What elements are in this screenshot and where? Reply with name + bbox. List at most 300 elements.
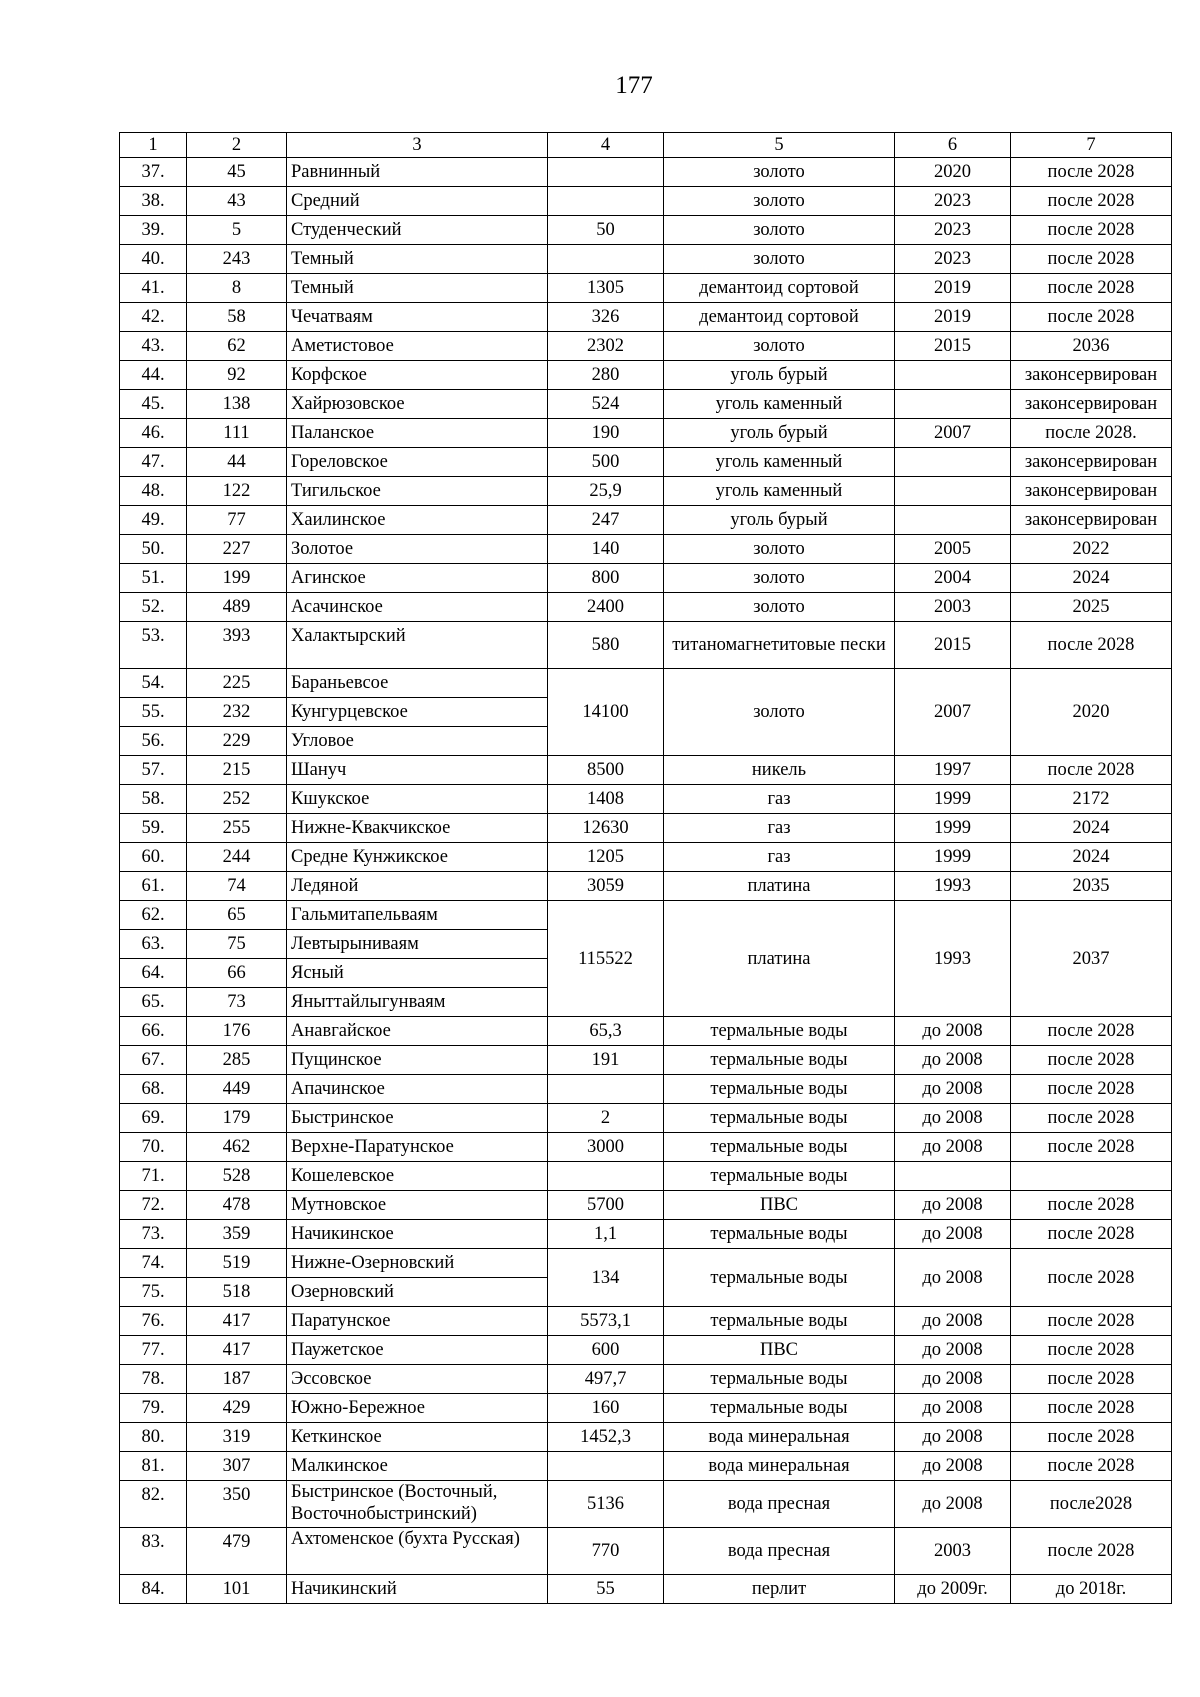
end-year-cell: после 2028 [1011,1104,1172,1133]
value-cell: 326 [548,303,664,332]
end-year-cell: 2036 [1011,332,1172,361]
table-row [120,1249,1172,1278]
table-row [120,1046,1172,1075]
row-number-cell: 74. [120,1249,187,1278]
table-row [120,593,1172,622]
mineral-cell: термальные воды [664,1017,895,1046]
mineral-cell: перлит [664,1575,895,1604]
end-year-cell: законсервирован [1011,448,1172,477]
table-row [120,1336,1172,1365]
mineral-cell: золото [664,564,895,593]
table-row [120,1307,1172,1336]
table-row [120,564,1172,593]
deposit-name-cell: Халактырский [287,622,548,669]
code-cell: 519 [187,1249,287,1278]
end-year-cell: 2025 [1011,593,1172,622]
deposit-name-cell: Нижне-Озерновский [287,1249,548,1278]
row-number-cell: 70. [120,1133,187,1162]
deposit-name-cell: Яныттайлыгунваям [287,988,548,1017]
start-year-cell: 2023 [895,187,1011,216]
row-number-cell: 46. [120,419,187,448]
end-year-cell: после 2028 [1011,1133,1172,1162]
code-cell: 528 [187,1162,287,1191]
table-row [120,669,1172,698]
code-cell: 417 [187,1307,287,1336]
end-year-cell: после 2028 [1011,187,1172,216]
value-cell: 2302 [548,332,664,361]
end-year-cell: после 2028 [1011,1394,1172,1423]
table-row [120,843,1172,872]
mineral-cell: уголь бурый [664,506,895,535]
code-cell: 65 [187,901,287,930]
start-year-cell: 2007 [895,669,1011,756]
start-year-cell: 2003 [895,1528,1011,1575]
table-row [120,1017,1172,1046]
row-number-cell: 40. [120,245,187,274]
mineral-cell: термальные воды [664,1133,895,1162]
start-year-cell: 1993 [895,872,1011,901]
value-cell: 190 [548,419,664,448]
mineral-cell: демантоид сортовой [664,274,895,303]
value-cell: 500 [548,448,664,477]
row-number-cell: 83. [120,1528,187,1575]
table-row [120,1162,1172,1191]
row-number-cell: 64. [120,959,187,988]
deposit-name-cell: Студенческий [287,216,548,245]
mineral-cell: ПВС [664,1336,895,1365]
code-cell: 244 [187,843,287,872]
value-cell: 2400 [548,593,664,622]
deposit-name-cell: Чечатваям [287,303,548,332]
mineral-cell: вода минеральная [664,1452,895,1481]
value-cell: 160 [548,1394,664,1423]
table-row [120,448,1172,477]
end-year-cell: 2022 [1011,535,1172,564]
row-number-cell: 57. [120,756,187,785]
row-number-cell: 75. [120,1278,187,1307]
value-cell: 600 [548,1336,664,1365]
value-cell: 1205 [548,843,664,872]
code-cell: 518 [187,1278,287,1307]
end-year-cell: 2172 [1011,785,1172,814]
row-number-cell: 51. [120,564,187,593]
table-row [120,1191,1172,1220]
row-number-cell: 55. [120,698,187,727]
start-year-cell: 2020 [895,158,1011,187]
value-cell: 770 [548,1528,664,1575]
table-row [120,1575,1172,1604]
deposit-name-cell: Средний [287,187,548,216]
row-number-cell: 65. [120,988,187,1017]
mineral-cell: термальные воды [664,1365,895,1394]
row-number-cell: 62. [120,901,187,930]
table-row [120,274,1172,303]
row-number-cell: 71. [120,1162,187,1191]
value-cell: 1452,3 [548,1423,664,1452]
deposit-name-cell: Асачинское [287,593,548,622]
value-cell [548,245,664,274]
deposit-name-cell: Ясный [287,959,548,988]
table-row [120,419,1172,448]
code-cell: 489 [187,593,287,622]
value-cell: 1,1 [548,1220,664,1249]
table-row [120,1220,1172,1249]
value-cell: 191 [548,1046,664,1075]
row-number-cell: 72. [120,1191,187,1220]
value-cell: 12630 [548,814,664,843]
row-number-cell: 52. [120,593,187,622]
code-cell: 77 [187,506,287,535]
end-year-cell: после 2028 [1011,1046,1172,1075]
mineral-cell: золото [664,245,895,274]
deposit-name-cell: Бараньевсое [287,669,548,698]
table-row [120,1394,1172,1423]
end-year-cell: после 2028 [1011,756,1172,785]
header-row [120,133,1172,158]
row-number-cell: 42. [120,303,187,332]
deposit-name-cell: Темный [287,245,548,274]
code-cell: 417 [187,1336,287,1365]
code-cell: 255 [187,814,287,843]
mineral-cell: термальные воды [664,1075,895,1104]
code-cell: 5 [187,216,287,245]
start-year-cell: 2015 [895,332,1011,361]
table-row [120,814,1172,843]
code-cell: 43 [187,187,287,216]
mineral-cell: уголь каменный [664,477,895,506]
end-year-cell: 2024 [1011,814,1172,843]
deposit-name-cell: Равнинный [287,158,548,187]
code-cell: 8 [187,274,287,303]
row-number-cell: 44. [120,361,187,390]
mineral-cell: термальные воды [664,1046,895,1075]
start-year-cell: до 2009г. [895,1575,1011,1604]
table-row [120,158,1172,187]
start-year-cell [895,506,1011,535]
start-year-cell: 1999 [895,814,1011,843]
deposit-name-cell: Гальмитапельваям [287,901,548,930]
code-cell: 393 [187,622,287,669]
deposit-name-cell: Гореловское [287,448,548,477]
end-year-cell: после 2028 [1011,216,1172,245]
mineral-cell: никель [664,756,895,785]
row-number-cell: 82. [120,1481,187,1528]
column-header: 2 [187,133,287,158]
code-cell: 74 [187,872,287,901]
table-row [120,785,1172,814]
value-cell [548,187,664,216]
value-cell: 14100 [548,669,664,756]
code-cell: 62 [187,332,287,361]
table-row [120,506,1172,535]
row-number-cell: 37. [120,158,187,187]
end-year-cell: 2024 [1011,564,1172,593]
row-number-cell: 80. [120,1423,187,1452]
table-row [120,245,1172,274]
row-number-cell: 58. [120,785,187,814]
start-year-cell: до 2008 [895,1452,1011,1481]
row-number-cell: 49. [120,506,187,535]
code-cell: 449 [187,1075,287,1104]
column-header: 5 [664,133,895,158]
deposit-name-cell: Паратунское [287,1307,548,1336]
mineral-cell: уголь каменный [664,448,895,477]
code-cell: 232 [187,698,287,727]
end-year-cell: 2024 [1011,843,1172,872]
mineral-cell: термальные воды [664,1249,895,1307]
value-cell [548,1452,664,1481]
start-year-cell: 2015 [895,622,1011,669]
value-cell: 497,7 [548,1365,664,1394]
page-number: 177 [615,72,653,99]
end-year-cell: после 2028. [1011,419,1172,448]
code-cell: 66 [187,959,287,988]
end-year-cell: законсервирован [1011,361,1172,390]
table-row [120,1423,1172,1452]
deposit-name-cell: Паланское [287,419,548,448]
deposit-name-cell: Шануч [287,756,548,785]
deposit-name-cell: Начикинское [287,1220,548,1249]
code-cell: 58 [187,303,287,332]
row-number-cell: 69. [120,1104,187,1133]
value-cell: 5136 [548,1481,664,1528]
table-body [120,158,1172,1604]
deposit-name-cell: Хаилинское [287,506,548,535]
deposit-name-cell: Ледяной [287,872,548,901]
value-cell: 3000 [548,1133,664,1162]
table-row [120,872,1172,901]
code-cell: 307 [187,1452,287,1481]
value-cell [548,1162,664,1191]
end-year-cell: после 2028 [1011,274,1172,303]
end-year-cell: законсервирован [1011,506,1172,535]
table-row [120,1365,1172,1394]
deposit-name-cell: Кунгурцевское [287,698,548,727]
mineral-cell: термальные воды [664,1104,895,1133]
start-year-cell: 2005 [895,535,1011,564]
value-cell: 2 [548,1104,664,1133]
deposit-name-cell: Нижне-Квакчикское [287,814,548,843]
end-year-cell: после 2028 [1011,1220,1172,1249]
table-row [120,332,1172,361]
mineral-cell: золото [664,158,895,187]
deposit-name-cell: Быстринское [287,1104,548,1133]
code-cell: 462 [187,1133,287,1162]
deposit-name-cell: Золотое [287,535,548,564]
deposit-name-cell: Хайрюзовское [287,390,548,419]
value-cell: 280 [548,361,664,390]
row-number-cell: 47. [120,448,187,477]
value-cell: 65,3 [548,1017,664,1046]
end-year-cell: законсервирован [1011,477,1172,506]
row-number-cell: 81. [120,1452,187,1481]
start-year-cell: до 2008 [895,1423,1011,1452]
code-cell: 229 [187,727,287,756]
column-header: 6 [895,133,1011,158]
start-year-cell: до 2008 [895,1307,1011,1336]
start-year-cell: до 2008 [895,1191,1011,1220]
value-cell: 5573,1 [548,1307,664,1336]
code-cell: 122 [187,477,287,506]
start-year-cell: до 2008 [895,1394,1011,1423]
deposit-name-cell: Кошелевское [287,1162,548,1191]
code-cell: 92 [187,361,287,390]
end-year-cell: после 2028 [1011,1365,1172,1394]
table-row [120,477,1172,506]
mineral-cell: газ [664,785,895,814]
code-cell: 187 [187,1365,287,1394]
value-cell: 50 [548,216,664,245]
table-row [120,1133,1172,1162]
start-year-cell: 1999 [895,843,1011,872]
end-year-cell: 2037 [1011,901,1172,1017]
mineral-cell: платина [664,872,895,901]
code-cell: 252 [187,785,287,814]
value-cell: 140 [548,535,664,564]
code-cell: 319 [187,1423,287,1452]
value-cell: 3059 [548,872,664,901]
deposit-name-cell: Южно-Бережное [287,1394,548,1423]
code-cell: 45 [187,158,287,187]
table-row [120,390,1172,419]
column-header: 7 [1011,133,1172,158]
row-number-cell: 73. [120,1220,187,1249]
row-number-cell: 50. [120,535,187,564]
code-cell: 199 [187,564,287,593]
deposit-name-cell: Мутновское [287,1191,548,1220]
end-year-cell: после 2028 [1011,622,1172,669]
deposit-name-cell: Корфское [287,361,548,390]
code-cell: 44 [187,448,287,477]
deposit-name-cell: Кеткинское [287,1423,548,1452]
start-year-cell: 2023 [895,216,1011,245]
start-year-cell: до 2008 [895,1046,1011,1075]
table-row [120,1528,1172,1575]
deposit-name-cell: Темный [287,274,548,303]
code-cell: 73 [187,988,287,1017]
value-cell [548,158,664,187]
row-number-cell: 48. [120,477,187,506]
deposit-name-cell: Озерновский [287,1278,548,1307]
deposit-name-cell: Анавгайское [287,1017,548,1046]
deposit-name-cell: Верхне-Паратунское [287,1133,548,1162]
mineral-cell: вода пресная [664,1528,895,1575]
mineral-cell: вода минеральная [664,1423,895,1452]
value-cell: 8500 [548,756,664,785]
start-year-cell: 2004 [895,564,1011,593]
value-cell: 5700 [548,1191,664,1220]
table-row [120,303,1172,332]
code-cell: 285 [187,1046,287,1075]
code-cell: 359 [187,1220,287,1249]
mineral-cell: золото [664,535,895,564]
deposit-name-cell: Апачинское [287,1075,548,1104]
start-year-cell [895,1162,1011,1191]
deposit-name-cell: Эссовское [287,1365,548,1394]
deposit-name-cell: Левтырыниваям [287,930,548,959]
start-year-cell: 2007 [895,419,1011,448]
deposit-name-cell: Малкинское [287,1452,548,1481]
deposits-table [119,132,1172,1604]
row-number-cell: 53. [120,622,187,669]
mineral-cell: уголь каменный [664,390,895,419]
deposit-name-cell: Средне Кунжикское [287,843,548,872]
mineral-cell: ПВС [664,1191,895,1220]
start-year-cell: до 2008 [895,1249,1011,1307]
start-year-cell: до 2008 [895,1075,1011,1104]
row-number-cell: 38. [120,187,187,216]
row-number-cell: 43. [120,332,187,361]
deposit-name-cell: Пущинское [287,1046,548,1075]
mineral-cell: демантоид сортовой [664,303,895,332]
mineral-cell: термальные воды [664,1307,895,1336]
code-cell: 215 [187,756,287,785]
deposit-name-cell: Кшукское [287,785,548,814]
row-number-cell: 60. [120,843,187,872]
column-header: 4 [548,133,664,158]
end-year-cell: после 2028 [1011,1075,1172,1104]
end-year-cell: после 2028 [1011,1528,1172,1575]
value-cell: 115522 [548,901,664,1017]
value-cell [548,1075,664,1104]
code-cell: 179 [187,1104,287,1133]
code-cell: 227 [187,535,287,564]
table-row [120,216,1172,245]
end-year-cell: после 2028 [1011,1307,1172,1336]
value-cell: 134 [548,1249,664,1307]
row-number-cell: 54. [120,669,187,698]
start-year-cell: 1993 [895,901,1011,1017]
start-year-cell: 2003 [895,593,1011,622]
deposit-name-cell: Паужетское [287,1336,548,1365]
start-year-cell [895,448,1011,477]
end-year-cell: 2035 [1011,872,1172,901]
end-year-cell: после 2028 [1011,1452,1172,1481]
start-year-cell: до 2008 [895,1220,1011,1249]
table-row [120,535,1172,564]
end-year-cell: после 2028 [1011,303,1172,332]
end-year-cell: после 2028 [1011,1017,1172,1046]
deposit-name-cell: Агинское [287,564,548,593]
row-number-cell: 67. [120,1046,187,1075]
row-number-cell: 59. [120,814,187,843]
mineral-cell: золото [664,669,895,756]
table-row [120,361,1172,390]
end-year-cell: после 2028 [1011,1249,1172,1307]
end-year-cell: после 2028 [1011,245,1172,274]
start-year-cell: 2019 [895,303,1011,332]
start-year-cell: до 2008 [895,1336,1011,1365]
value-cell: 25,9 [548,477,664,506]
start-year-cell: 1997 [895,756,1011,785]
table-row [120,1481,1172,1528]
column-header: 3 [287,133,548,158]
start-year-cell [895,477,1011,506]
deposit-name-cell: Угловое [287,727,548,756]
mineral-cell: золото [664,332,895,361]
start-year-cell: до 2008 [895,1017,1011,1046]
deposit-name-cell: Начикинский [287,1575,548,1604]
mineral-cell: термальные воды [664,1162,895,1191]
row-number-cell: 76. [120,1307,187,1336]
deposit-name-cell: Быстринское (Восточный, Восточнобыстринский) [287,1481,548,1528]
code-cell: 111 [187,419,287,448]
mineral-cell: золото [664,593,895,622]
end-year-cell: 2020 [1011,669,1172,756]
mineral-cell: уголь бурый [664,361,895,390]
deposit-name-cell: Ахтоменское (бухта Русская) [287,1528,548,1575]
deposit-name-cell: Аметистовое [287,332,548,361]
